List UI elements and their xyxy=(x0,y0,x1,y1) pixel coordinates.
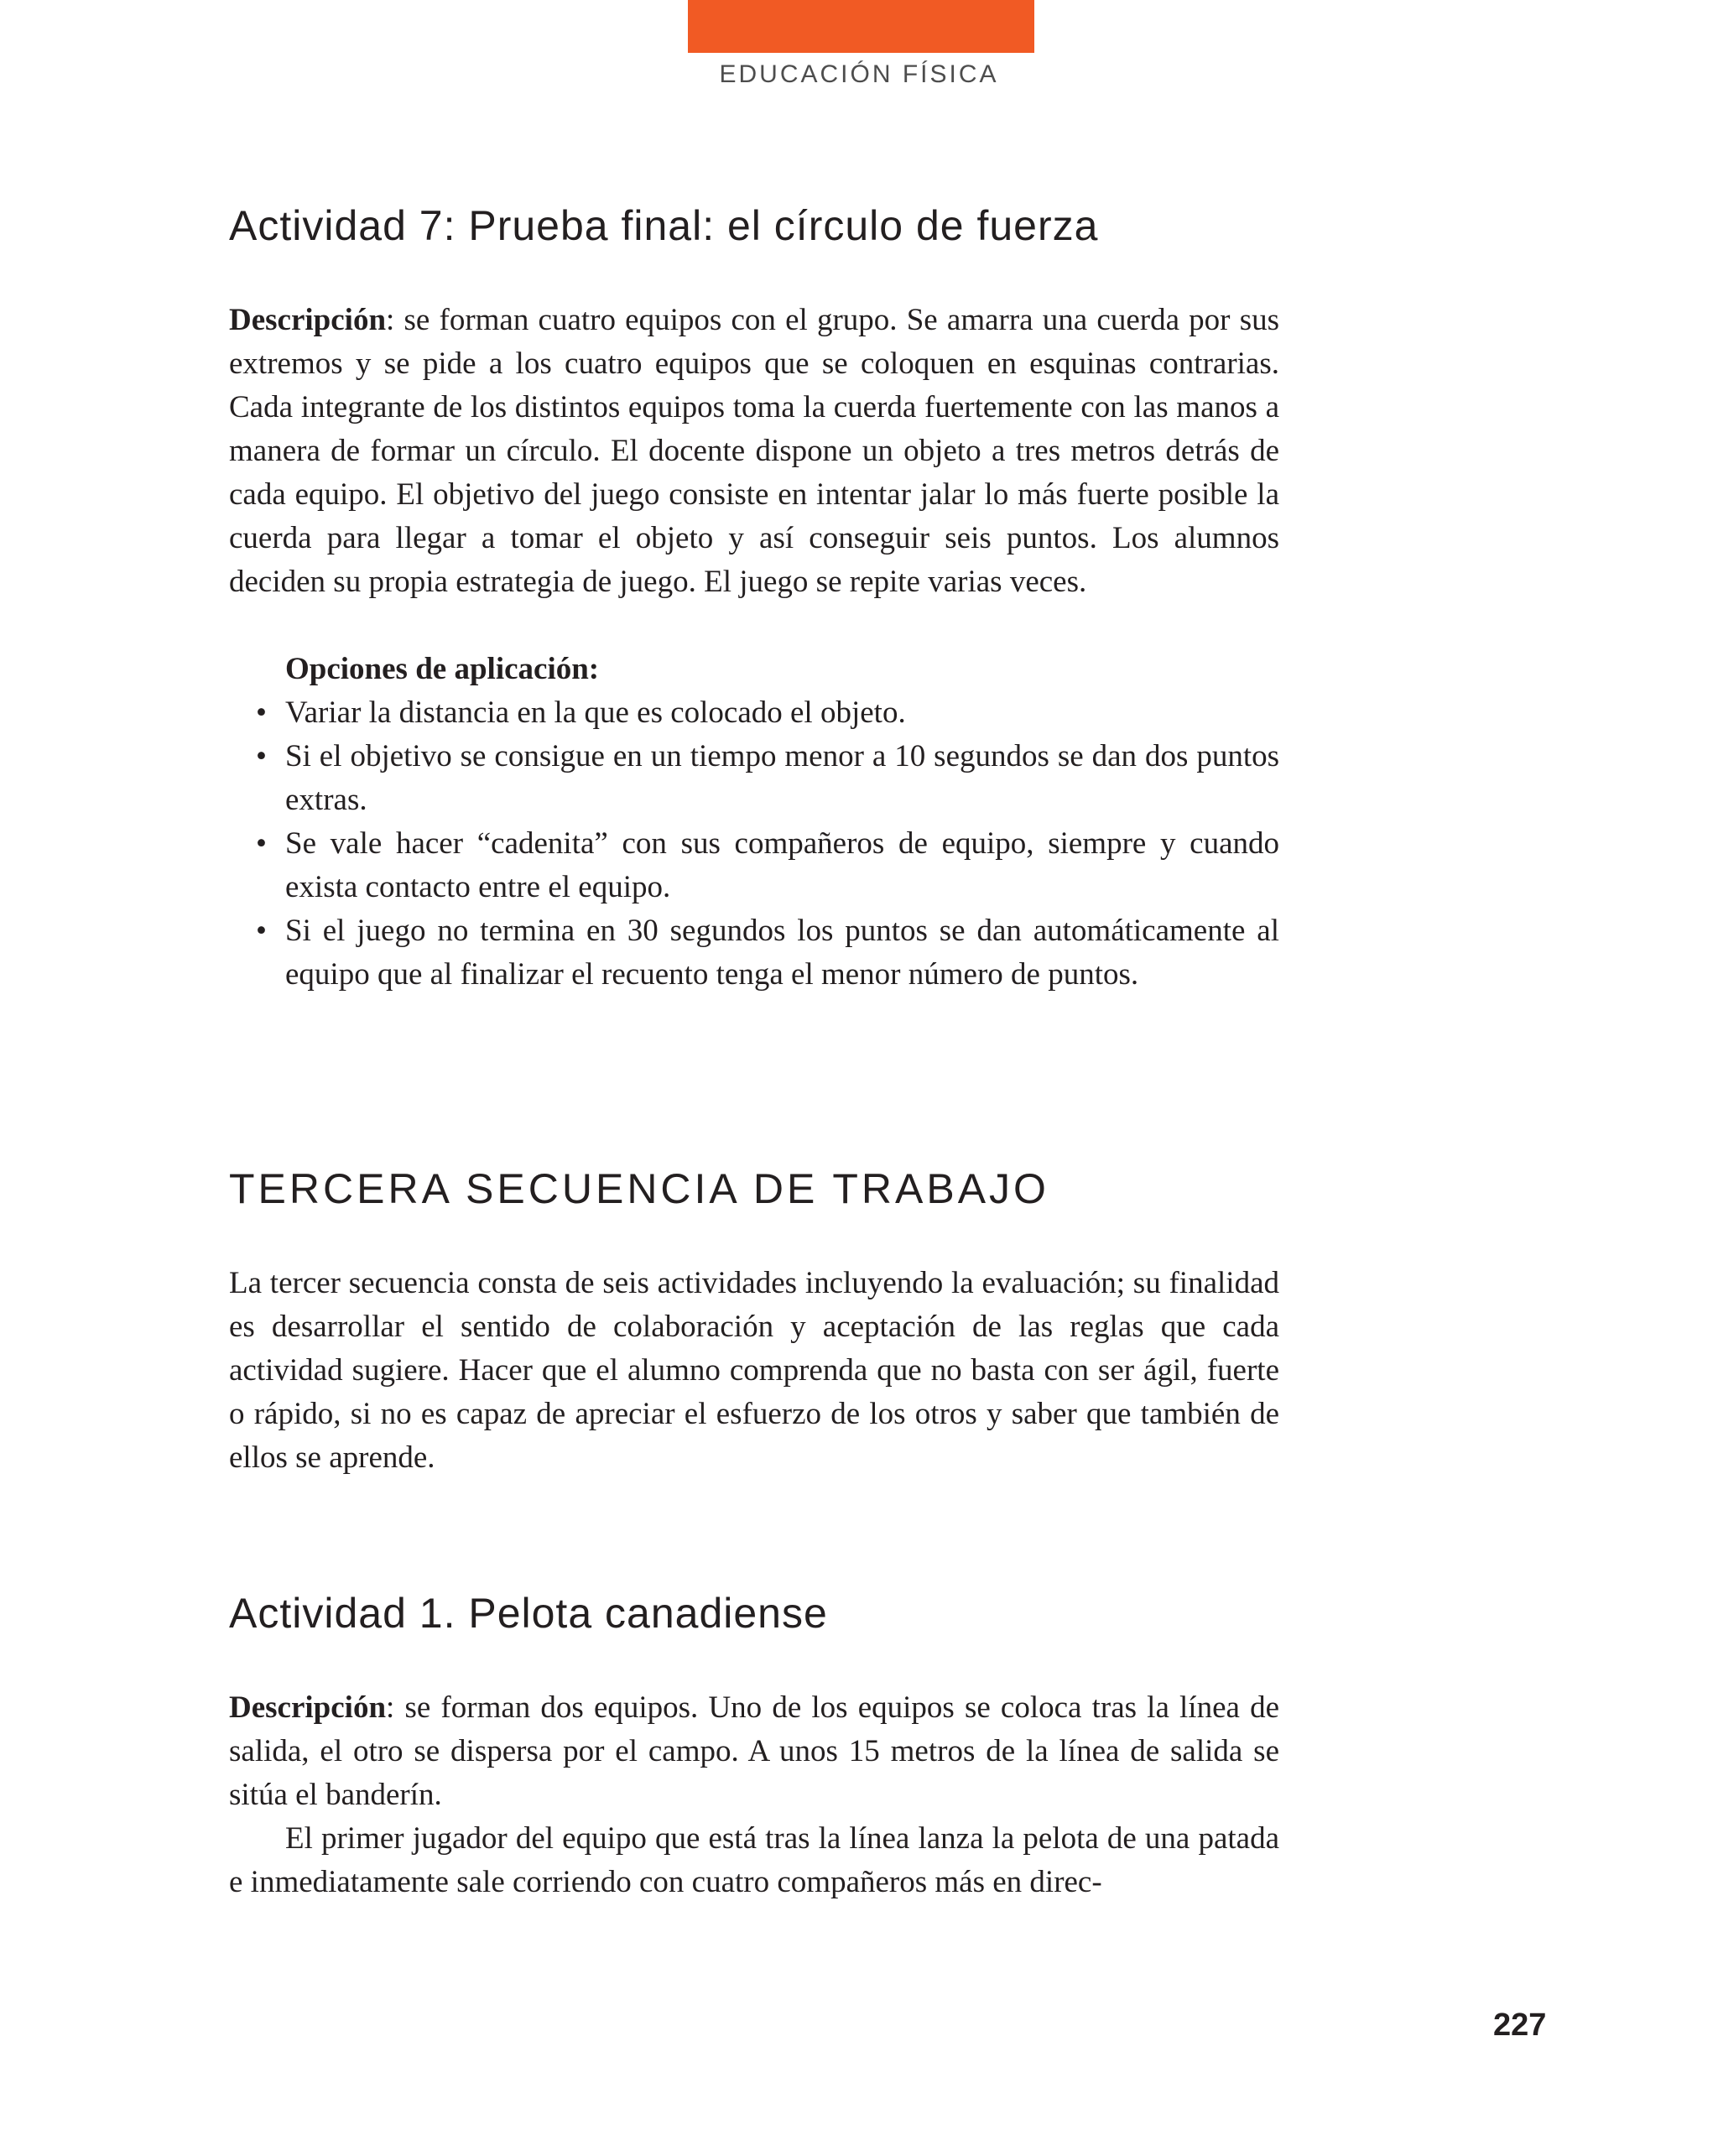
option-item xyxy=(229,691,1279,735)
sequence3-text: La tercer secuencia consta de seis actividades incluyendo la evaluación; su finalidad es desarrollar el sentido de colaboración y aceptación de las reglas que cada actividad sugiere. Hacer que el alumno comprenda que no basta con ser ágil, fuerte o rápido, si no es capaz de apreciar el esfuerzo de los otros y saber que también de ellos se aprende. xyxy=(229,1266,1279,1475)
activity1-title: Actividad 1. Pelota canadiense xyxy=(229,1590,828,1637)
activity1-paragraph: El primer jugador del equipo que está tras la línea lanza la pelota de una patada e inmediatamente sale corriendo con cuatro compañeros más en direc- xyxy=(229,1821,1279,1899)
option-text: Si el juego no termina en 30 segundos los puntos se dan automáticamente al equipo que al finalizar el recuento tenga el menor número de puntos. xyxy=(285,914,1279,992)
activity1-description xyxy=(229,1686,1279,1817)
bullet-glyph: • xyxy=(256,914,267,948)
header-color-tab xyxy=(688,0,1034,53)
sequence3-title: TERCERA SECUENCIA DE TRABAJO xyxy=(229,1165,1049,1212)
option-item xyxy=(229,822,1279,909)
running-header: EDUCACIÓN FÍSICA xyxy=(719,60,999,88)
activity7-title: Actividad 7: Prueba final: el círculo de fuerza xyxy=(229,202,1099,249)
page-content xyxy=(229,201,1279,1904)
activity1-description-text: : se forman dos equipos. Uno de los equipos se coloca tras la línea de salida, el otro se dispersa por el campo. A unos 15 metros de la línea de salida se sitúa el banderín. xyxy=(229,1690,1279,1812)
activity7-description-text: : se forman cuatro equipos con el grupo. Se amarra una cuerda por sus extremos y se pide a los cuatro equipos que se coloquen en esquinas contrarias. Cada integrante de los distintos equipos toma la cuerda fuertemente con las manos a manera de formar un círculo. El docente dispone un objeto a tres metros detrás de cada equipo. El objetivo del juego consiste en intentar jalar lo más fuerte posible la cuerda para llegar a tomar el objeto y así conseguir seis puntos. Los alumnos deciden su propia estrategia de juego. El juego se repite varias veces. xyxy=(229,303,1279,599)
options-heading: Opciones de aplicación: xyxy=(285,652,600,686)
bullet-glyph: • xyxy=(256,826,267,861)
option-text: Si el objetivo se consigue en un tiempo menor a 10 segundos se dan dos puntos extras. xyxy=(285,739,1279,817)
activity7-description xyxy=(229,299,1279,604)
option-text: Se vale hacer “cadenita” con sus compañeros de equipo, siempre y cuando exista contacto entre el equipo. xyxy=(285,826,1279,904)
activity1-description-label: Descripción xyxy=(229,1690,387,1725)
option-item xyxy=(229,735,1279,822)
option-item xyxy=(229,909,1279,997)
bullet-glyph: • xyxy=(256,695,267,730)
options-list xyxy=(229,691,1279,997)
activity7-description-label: Descripción xyxy=(229,303,387,337)
page-number: 227 xyxy=(1493,2008,1547,2043)
option-text: Variar la distancia en la que es colocado el objeto. xyxy=(285,695,906,730)
bullet-glyph: • xyxy=(256,739,267,773)
